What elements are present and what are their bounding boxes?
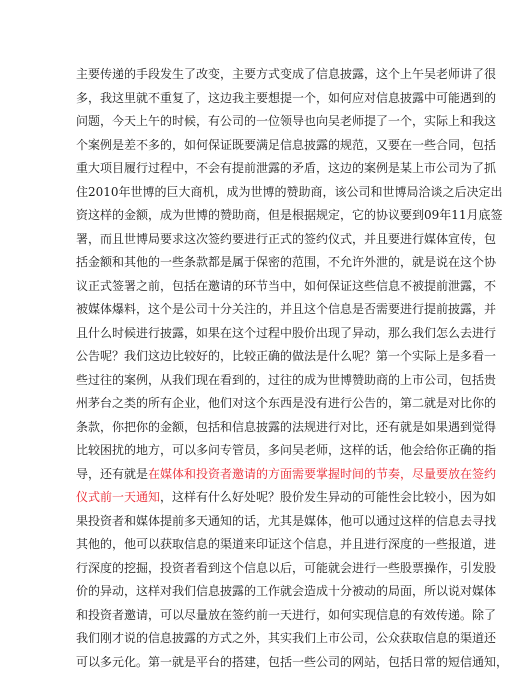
- body-paragraph: [76, 63, 428, 674]
- text-segment: 问题，今天上午的时候，有公司的一位领导也向吴老师提了一个，实际上和我这: [76, 114, 496, 128]
- text-segment: 和投资者邀请，可以尽量放在签约前一天进行，如何实现信息的有效传递。除了: [76, 608, 496, 622]
- text-line: [76, 486, 428, 510]
- text-segment: ，这样有什么好处呢？股价发生异动的可能性会比较小，因为如: [160, 490, 496, 504]
- highlighted-text: 在媒体和投资者邀请的方面需要掌握时间的节奏，尽量要放在签约: [148, 467, 496, 481]
- text-line: [76, 557, 428, 581]
- text-segment: 主要传递的手段发生了改变，主要方式变成了信息披露，这个上午吴老师讲了很: [76, 67, 496, 81]
- text-line: [76, 181, 428, 205]
- text-line: [76, 651, 428, 674]
- text-line: [76, 392, 428, 416]
- text-segment: 重大项目履行过程中，不会有提前泄露的矛盾，这边的案例是某上市公司为了抓: [76, 161, 496, 175]
- text-line: [76, 275, 428, 299]
- text-line: [76, 416, 428, 440]
- text-segment: 资这样的金额，成为世博的赞助商，但是根据规定，它的协议要到09年11月底签: [76, 208, 503, 222]
- text-segment: 导，还有就是: [76, 467, 148, 481]
- text-segment: 且什么时候进行披露，如果在这个过程中股价出现了异动，那么我们怎么去进行: [76, 326, 496, 340]
- text-line: [76, 463, 428, 487]
- text-line: [76, 510, 428, 534]
- text-line: [76, 627, 428, 651]
- text-line: [76, 110, 428, 134]
- text-segment: 多，我这里就不重复了，这边我主要想提一个，如何应对信息披露中可能遇到的: [76, 91, 496, 105]
- text-segment: 个案例是差不多的，如何保证既要满足信息披露的规范，又要在一些合同，包括: [76, 138, 496, 152]
- text-line: [76, 134, 428, 158]
- text-line: [76, 204, 428, 228]
- text-segment: 价的异动，这样对我们信息披露的工作就会造成十分被动的局面，所以说对媒体: [76, 584, 496, 598]
- text-line: [76, 604, 428, 628]
- text-line: [76, 228, 428, 252]
- text-segment: 住2010年世博的巨大商机，成为世博的赞助商，该公司和世博局洽谈之后决定出: [76, 185, 503, 199]
- text-line: [76, 298, 428, 322]
- text-segment: 我们刚才说的信息披露的方式之外，其实我们上市公司，公众获取信息的渠道还: [76, 631, 496, 645]
- text-line: [76, 251, 428, 275]
- text-segment: 括金额和其他的一些条款都是属于保密的范围，不允许外泄的，就是说在这个协: [76, 255, 496, 269]
- text-line: [76, 87, 428, 111]
- text-line: [76, 533, 428, 557]
- text-line: [76, 322, 428, 346]
- text-segment: 行深度的挖掘，投资者看到这个信息以后，可能就会进行一些股票操作，引发股: [76, 561, 496, 575]
- text-line: [76, 580, 428, 604]
- text-segment: 议正式签署之前，包括在邀请的环节当中，如何保证这些信息不被提前泄露，不: [76, 279, 496, 293]
- text-line: [76, 63, 428, 87]
- text-segment: 被媒体爆料，这个是公司十分关注的，并且这个信息是否需要进行提前披露，并: [76, 302, 496, 316]
- text-segment: 条款，你把你的金额，包括和信息披露的法规进行对比，还有就是如果遇到觉得: [76, 420, 496, 434]
- text-segment: 果投资者和媒体提前多天通知的话，尤其是媒体，他可以通过这样的信息去寻找: [76, 514, 496, 528]
- text-line: [76, 157, 428, 181]
- text-segment: 可以多元化。第一就是平台的搭建，包括一些公司的网站，包括日常的短信通知，: [76, 655, 508, 669]
- text-line: [76, 439, 428, 463]
- text-segment: 比较困扰的地方，可以多问专管员，多问吴老师，这样的话，他会给你正确的指: [76, 443, 496, 457]
- highlighted-text: 仪式前一天通知: [76, 490, 160, 504]
- text-segment: 其他的，他可以获取信息的渠道来印证这个信息，并且进行深度的一些报道，进: [76, 537, 496, 551]
- text-line: [76, 345, 428, 369]
- text-segment: 公告呢？我们这边比较好的，比较正确的做法是什么呢？第一个实际上是多看一: [76, 349, 496, 363]
- text-line: [76, 369, 428, 393]
- text-segment: 些过往的案例，从我们现在看到的，过往的成为世博赞助商的上市公司，包括贵: [76, 373, 496, 387]
- text-segment: 署，而且世博局要求这次签约要进行正式的签约仪式，并且要进行媒体宣传，包: [76, 232, 496, 246]
- text-segment: 州茅台之类的所有企业，他们对这个东西是没有进行公告的，第二就是对比你的: [76, 396, 496, 410]
